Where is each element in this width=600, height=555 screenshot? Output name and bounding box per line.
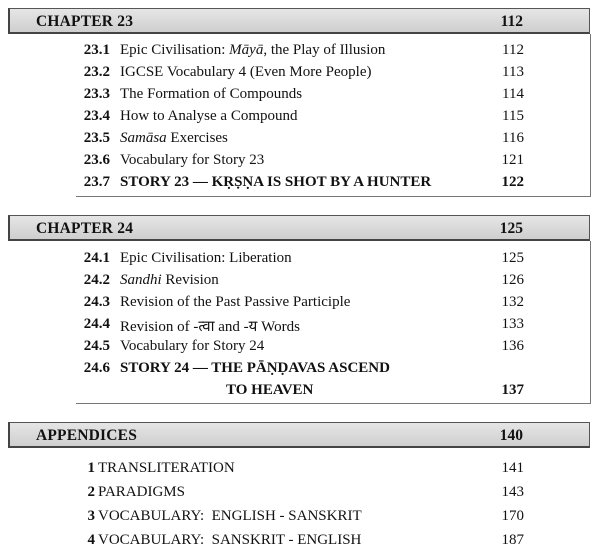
toc-entry xyxy=(0,294,600,316)
entry-page: 125 xyxy=(501,250,524,266)
entry-number: 24.3 xyxy=(83,294,110,310)
toc-entry xyxy=(0,108,600,130)
entry-title: Epic Civilisation: Liberation xyxy=(120,250,292,266)
toc-entry xyxy=(0,42,600,64)
chapter-24-header xyxy=(8,215,590,241)
entry-page: 115 xyxy=(502,108,524,124)
toc-entry xyxy=(0,250,600,272)
entry-title: VOCABULARY: ENGLISH - SANSKRIT xyxy=(98,508,362,524)
entry-number: 24.6 xyxy=(83,360,110,376)
entry-title: Vocabulary for Story 24 xyxy=(120,338,265,354)
entry-page: 126 xyxy=(501,272,524,288)
entry-title: The Formation of Compounds xyxy=(120,86,303,102)
entry-number: 23.4 xyxy=(83,108,110,124)
entry-title: STORY 23 — KṚṢṆA IS SHOT BY A HUNTER xyxy=(120,174,432,190)
entry-number: 3 xyxy=(87,508,95,524)
toc-entry xyxy=(0,460,600,482)
entry-number: 24.1 xyxy=(83,250,110,266)
entry-number: 24.4 xyxy=(83,316,110,332)
entry-number: 4 xyxy=(87,532,95,548)
toc-entry xyxy=(0,532,600,554)
toc-entry xyxy=(0,508,600,530)
chapter-23-header xyxy=(8,8,590,34)
entry-number: 23.6 xyxy=(83,152,110,168)
entry-page: 187 xyxy=(501,532,524,548)
entry-number: 2 xyxy=(87,484,95,500)
entry-number: 23.7 xyxy=(83,174,110,190)
entry-title: Vocabulary for Story 23 xyxy=(120,152,265,168)
entry-title: Revision of the Past Passive Participle xyxy=(120,294,351,310)
entry-page: 133 xyxy=(501,316,524,332)
entry-page: 113 xyxy=(502,64,524,80)
entry-title: Revision of -त्वा and -य Words xyxy=(120,319,300,335)
entry-number: 23.2 xyxy=(83,64,110,80)
entry-page: 143 xyxy=(501,484,524,500)
chapter-23-heading: CHAPTER 23 xyxy=(36,13,134,30)
entry-title: Samāsa Exercises xyxy=(120,130,228,146)
chapter-24-page: 125 xyxy=(499,220,523,237)
chapter-24-heading: CHAPTER 24 xyxy=(36,220,134,237)
entry-title: VOCABULARY: SANSKRIT - ENGLISH xyxy=(98,532,362,548)
appendices-heading: APPENDICES xyxy=(36,427,138,444)
entry-page: 116 xyxy=(502,130,524,146)
entry-number: 23.5 xyxy=(83,130,110,146)
entry-number: 24.5 xyxy=(83,338,110,354)
entry-number: 24.2 xyxy=(83,272,110,288)
toc-entry-story xyxy=(0,360,600,382)
entry-page: 132 xyxy=(501,294,524,310)
toc-entry xyxy=(0,64,600,86)
entry-page: 141 xyxy=(501,460,524,476)
toc-entry xyxy=(0,152,600,174)
toc-entry xyxy=(0,272,600,294)
toc-entry xyxy=(0,86,600,108)
appendices-header xyxy=(8,422,590,448)
toc-entry xyxy=(0,338,600,360)
appendices-page: 140 xyxy=(499,427,523,444)
entry-page: 136 xyxy=(501,338,524,354)
toc-entry xyxy=(0,130,600,152)
entry-title: IGCSE Vocabulary 4 (Even More People) xyxy=(120,64,372,80)
toc-entry-story xyxy=(0,174,600,196)
entry-title: Sandhi Revision xyxy=(120,272,219,288)
entry-page: 170 xyxy=(501,508,524,524)
toc-entry xyxy=(0,316,600,338)
entry-title: How to Analyse a Compound xyxy=(120,108,298,124)
entry-page: 121 xyxy=(501,152,524,168)
entry-page: 112 xyxy=(502,42,524,58)
entry-title: TRANSLITERATION xyxy=(98,460,235,476)
toc-entry xyxy=(0,484,600,506)
entry-page: 114 xyxy=(502,86,524,102)
entry-title: PARADIGMS xyxy=(98,484,185,500)
entry-title: STORY 24 — THE PĀṆḌAVAS ASCEND xyxy=(120,360,390,376)
entry-title: Epic Civilisation: Māyā, the Play of Illusion xyxy=(120,42,386,58)
entry-number: 1 xyxy=(87,460,95,476)
entry-page: 137 xyxy=(501,382,524,398)
entry-number: 23.3 xyxy=(83,86,110,102)
entry-page: 122 xyxy=(501,174,524,190)
entry-title-continuation: TO HEAVEN xyxy=(226,382,314,398)
entry-number: 23.1 xyxy=(83,42,110,58)
toc-entry-story-continuation xyxy=(0,382,600,404)
chapter-23-page: 112 xyxy=(500,13,523,30)
